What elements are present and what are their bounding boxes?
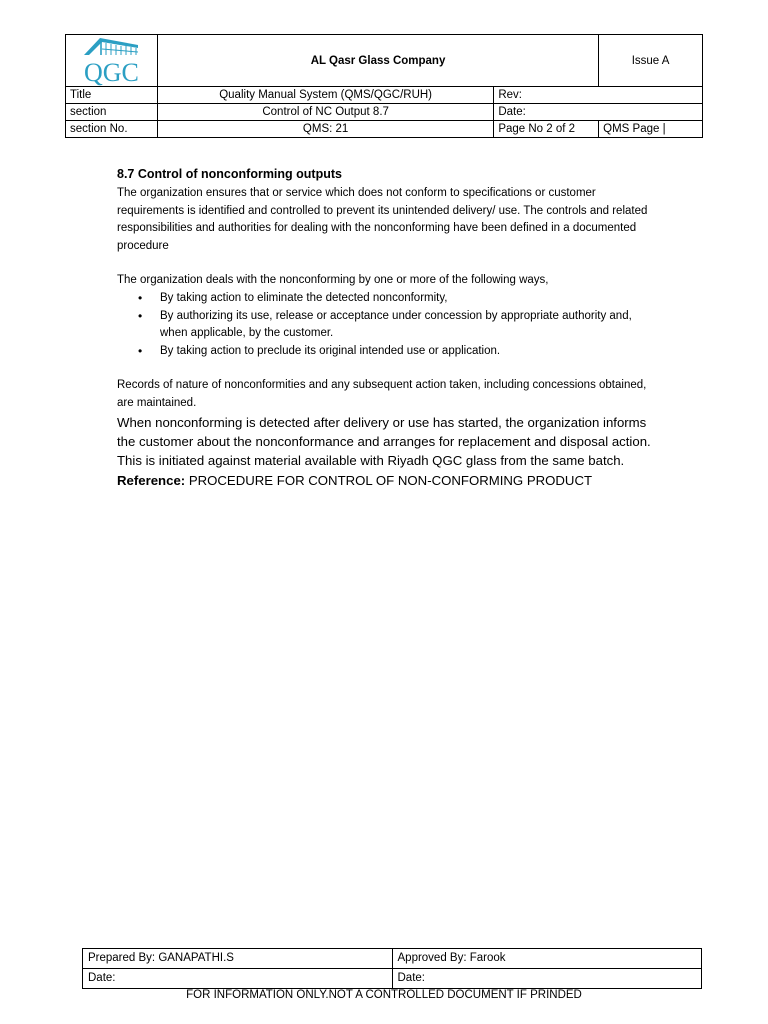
building-roof-icon (80, 35, 142, 57)
row-value: Quality Manual System (QMS/QGC/RUH) (157, 87, 493, 104)
header-row-section (66, 104, 703, 121)
logo-text: QGC (84, 58, 139, 87)
document-header-table (65, 34, 703, 138)
row-label: section No. (66, 121, 158, 138)
company-name: AL Qasr Glass Company (157, 35, 598, 87)
row-label: section (66, 104, 158, 121)
date-left: Date: (83, 969, 393, 989)
date-right: Date: (392, 969, 702, 989)
document-body (117, 166, 657, 490)
approval-table (82, 948, 702, 989)
header-row-section-no (66, 121, 703, 138)
reference-label: Reference: (117, 472, 186, 488)
list-item: • By authorizing its use, release or acceptance under concession by appropriate authority and, when applicable, by the customer. (160, 308, 657, 343)
prepared-by: Prepared By: GANAPATHI.S (83, 949, 393, 969)
footer-disclaimer: FOR INFORMATION ONLY.NOT A CONTROLLED DOCUMENT IF PRINDED (186, 989, 582, 1001)
issue-label: Issue A (599, 35, 703, 87)
reference-text: PROCEDURE FOR CONTROL OF NON-CONFORMING PRODUCT (185, 472, 593, 488)
paragraph-records: Records of nature of nonconformities and any subsequent action taken, including concessions obtained, are maintained. (117, 379, 647, 409)
approved-by: Approved By: Farook (392, 949, 702, 969)
row-right: Date: (494, 104, 703, 121)
section-heading: 8.7 Control of nonconforming outputs (117, 167, 342, 181)
row-value: Control of NC Output 8.7 (157, 104, 493, 121)
reference-line (117, 471, 657, 490)
paragraph-intro: The organization ensures that or service which does not conform to specifications or customer requirements is identified and controlled to prevent its unintended delivery/ use. The controls and related responsibilities and authorities for dealing with the nonconforming have been defined in a documented procedure (117, 187, 648, 252)
row-label: Title (66, 87, 158, 104)
header-row-title (66, 87, 703, 104)
logo-cell (66, 35, 158, 87)
ways-list (117, 290, 657, 360)
paragraph-ways: The organization deals with the nonconforming by one or more of the following ways, (117, 274, 549, 287)
qgc-logo (80, 35, 142, 87)
row-value: QMS: 21 (157, 121, 493, 138)
paragraph-delivery: When nonconforming is detected after delivery or use has started, the organization informs the customer about the nonconformance and arranges for replacement and disposal action. This is initiated against material available with Riyadh QGC glass from the same batch. (117, 414, 651, 469)
list-item: • By taking action to eliminate the detected nonconformity, (160, 290, 657, 308)
row-right: Page No 2 of 2 (494, 121, 599, 138)
row-right: Rev: (494, 87, 703, 104)
row-extra: QMS Page | (599, 121, 703, 138)
list-item: • By taking action to preclude its original intended use or application. (160, 343, 657, 361)
